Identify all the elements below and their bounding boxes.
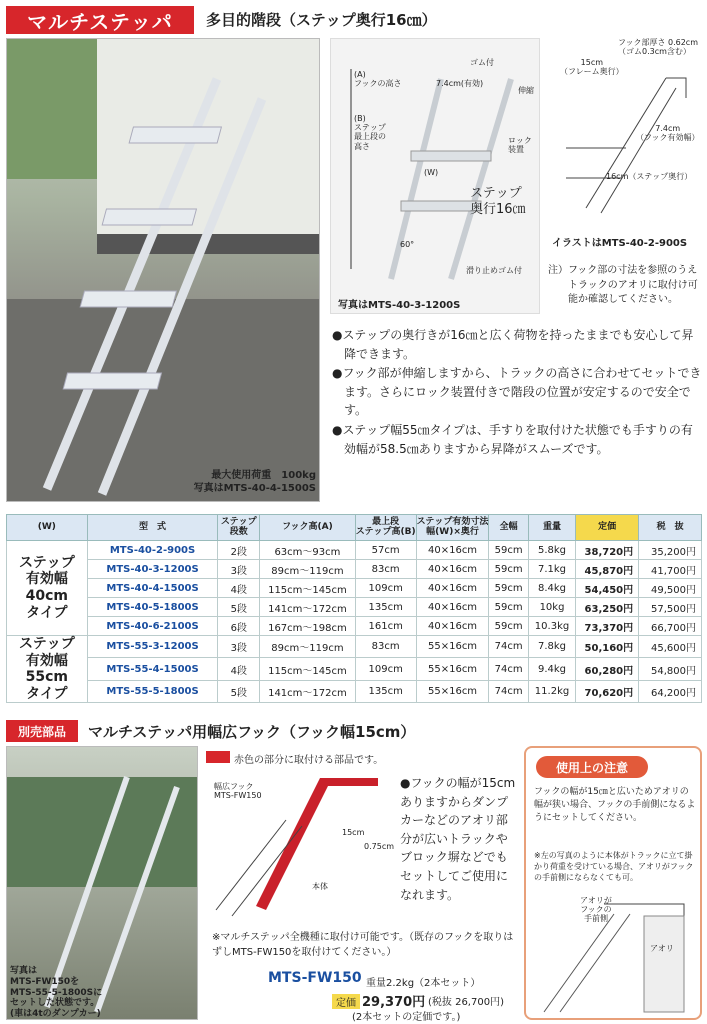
hook-height-cell: 115cm～145cm xyxy=(260,658,356,680)
angle-label: 60° xyxy=(400,240,415,249)
hook-thickness-label: フック部厚さ 0.62cm （ゴム0.3cm含む） xyxy=(618,38,698,57)
step-size-cell: 55×16cm xyxy=(416,680,489,702)
col-weight: 重量 xyxy=(528,515,575,541)
steps-cell: 4段 xyxy=(218,658,260,680)
price-cell: 63,250円 xyxy=(576,598,639,617)
product-title: マルチステッパ xyxy=(6,6,194,34)
spec-table xyxy=(6,514,702,703)
price-cell: 54,450円 xyxy=(576,579,639,598)
weight-cell: 10.3kg xyxy=(528,617,575,636)
photo-model-caption: 写真はMTS-40-4-1500S xyxy=(193,482,316,494)
price-cell: 45,870円 xyxy=(576,560,639,579)
steps-cell: 3段 xyxy=(218,636,260,658)
illus1-caption: 写真はMTS-40-3-1200S xyxy=(338,300,461,311)
accessory-tag: 別売部品 xyxy=(6,720,78,742)
table-row xyxy=(7,680,702,702)
top-step-cell: 109cm xyxy=(355,579,416,598)
top-step-cell: 161cm xyxy=(355,617,416,636)
stepper-on-truck-illustration xyxy=(7,39,320,502)
model-cell: MTS-55-3-1200S xyxy=(87,636,218,658)
hook-description: ●フックの幅が15cmありますからダンプカーなどのアオリ部分が広いトラックやブロック塀などでもセットしてご使用になれます。 xyxy=(400,776,516,902)
tax-excl-cell: 35,200円 xyxy=(639,541,702,560)
steps-cell: 2段 xyxy=(218,541,260,560)
price-cell: 50,160円 xyxy=(576,636,639,658)
table-row xyxy=(7,598,702,617)
col-top-step: 最上段 ステップ高(B) xyxy=(355,515,416,541)
weight-cell: 5.8kg xyxy=(528,541,575,560)
price-label: 定価 xyxy=(332,994,360,1009)
caution-label-aori: アオリ xyxy=(650,944,674,953)
hook-height-cell: 63cm～93cm xyxy=(260,541,356,560)
red-part-note: 赤色の部分に取付ける部品です。 xyxy=(234,755,384,766)
step-size-cell: 40×16cm xyxy=(416,541,489,560)
label-b: (B) ステップ 最上段の 高さ xyxy=(354,114,386,151)
model-cell: MTS-55-5-1800S xyxy=(87,680,218,702)
rubber-label: ゴム付 xyxy=(470,58,494,67)
price-cell: 60,280円 xyxy=(576,658,639,680)
price-cell: 70,620円 xyxy=(576,680,639,702)
product-subtitle: 多目的階段（ステップ奥行16㎝） xyxy=(206,11,437,29)
model-cell: MTS-40-3-1200S xyxy=(87,560,218,579)
hook-height-cell: 167cm～198cm xyxy=(260,617,356,636)
step-size-cell: 40×16cm xyxy=(416,579,489,598)
step-size-cell: 55×16cm xyxy=(416,636,489,658)
accessory-model: MTS-FW150 xyxy=(268,970,362,986)
hook-height-cell: 89cm～119cm xyxy=(260,560,356,579)
steps-cell: 6段 xyxy=(218,617,260,636)
tax-excl-cell: 54,800円 xyxy=(639,658,702,680)
table-row xyxy=(7,636,702,658)
model-cell: MTS-55-4-1500S xyxy=(87,658,218,680)
fit-note: 注）フック部の寸法を参照のうえ トラックのアオリに取付け可 能か確認してください。 xyxy=(548,265,698,305)
width-cell: 59cm xyxy=(489,579,528,598)
steps-cell: 4段 xyxy=(218,579,260,598)
weight-cell: 7.8kg xyxy=(528,636,575,658)
model-cell: MTS-40-5-1800S xyxy=(87,598,218,617)
accessory-weight: 重量2.2kg（2本セット） xyxy=(366,978,481,989)
weight-cell: 8.4kg xyxy=(528,579,575,598)
tax-excl-cell: 45,600円 xyxy=(639,636,702,658)
tax-excl-cell: 49,500円 xyxy=(639,579,702,598)
price-cell: 38,720円 xyxy=(576,541,639,560)
hook-height-cell: 141cm～172cm xyxy=(260,598,356,617)
w-label: (W) xyxy=(424,168,439,177)
width-cell: 59cm xyxy=(489,617,528,636)
col-hook-height: フック高(A) xyxy=(260,515,356,541)
type-group-cell: ステップ 有効幅 40cm タイプ xyxy=(7,541,88,636)
col-tax-excl: 税 抜 xyxy=(639,515,702,541)
tax-excl-cell: 64,200円 xyxy=(639,680,702,702)
price-cell: 73,370円 xyxy=(576,617,639,636)
step-size-cell: 40×16cm xyxy=(416,560,489,579)
top-step-cell: 83cm xyxy=(355,560,416,579)
width-cell: 59cm xyxy=(489,541,528,560)
steps-cell: 3段 xyxy=(218,560,260,579)
red-marker xyxy=(206,751,230,763)
weight-cell: 9.4kg xyxy=(528,658,575,680)
weight-cell: 7.1kg xyxy=(528,560,575,579)
width-cell: 74cm xyxy=(489,636,528,658)
hook-height-cell: 115cm～145cm xyxy=(260,579,356,598)
steps-cell: 5段 xyxy=(218,680,260,702)
set-price-note: (2本セットの定価です。) xyxy=(352,1012,461,1023)
table-row xyxy=(7,617,702,636)
caution-diagram xyxy=(534,894,694,1014)
col-model: 型 式 xyxy=(87,515,218,541)
caution-note: ※左の写真のように本体がトラックに立て掛かり荷重を受けている場合、アオリがフックの手前側にならなくても可。 xyxy=(534,851,694,883)
main-product-photo xyxy=(6,38,320,502)
width-cell: 59cm xyxy=(489,560,528,579)
table-row xyxy=(7,579,702,598)
model-cell: MTS-40-2-900S xyxy=(87,541,218,560)
feature-item: ●ステップの奥行きが16㎝と広く荷物を持ったままでも安心して昇降できます。 xyxy=(332,328,694,361)
dim-075cm: 0.75cm xyxy=(364,842,395,851)
accessory-tax-excl: (税抜 26,700円) xyxy=(428,997,504,1008)
weight-cell: 10kg xyxy=(528,598,575,617)
caution-diagram-svg xyxy=(534,894,694,1014)
step-size-cell: 40×16cm xyxy=(416,598,489,617)
col-w: (W) xyxy=(7,515,88,541)
step-depth-label: ステップ 奥行16㎝ xyxy=(470,186,526,217)
col-step-size: ステップ有効寸法 幅(W)×奥行 xyxy=(416,515,489,541)
tax-excl-cell: 41,700円 xyxy=(639,560,702,579)
extend-label: 伸縮 xyxy=(518,86,534,95)
step-size-cell: 40×16cm xyxy=(416,617,489,636)
illus2-caption: イラストはMTS-40-2-900S xyxy=(552,238,688,249)
top-step-cell: 109cm xyxy=(355,658,416,680)
col-width: 全幅 xyxy=(489,515,528,541)
table-row xyxy=(7,560,702,579)
spec-table-header xyxy=(7,515,702,541)
model-cell: MTS-40-4-1500S xyxy=(87,579,218,598)
tax-excl-cell: 66,700円 xyxy=(639,617,702,636)
accessory-title: マルチステッパ用幅広フック（フック幅15cm） xyxy=(88,723,416,741)
model-cell: MTS-40-6-2100S xyxy=(87,617,218,636)
width-cell: 74cm xyxy=(489,680,528,702)
table-row xyxy=(7,658,702,680)
body-label: 本体 xyxy=(312,882,328,891)
tax-excl-cell: 57,500円 xyxy=(639,598,702,617)
compat-note: ※マルチステッパ全機種に取付け可能です。（既存のフックを取りはずしMTS-FW150を取付けてください。） xyxy=(212,932,514,958)
type-group-cell: ステップ 有効幅 55cm タイプ xyxy=(7,636,88,703)
feature-item: ●ステップ幅55㎝タイプは、手すりを取付けた状態でも手すりの有効幅が58.5㎝ありますから昇降がスムーズです。 xyxy=(332,422,693,456)
dim-15cm: 15cm xyxy=(342,828,365,837)
feature-item: ●フック部が伸縮しますから、トラックの高さに合わせてセットできます。さらにロック装置付きで階段の位置が安定するので安全です。 xyxy=(332,366,702,418)
width-cell: 59cm xyxy=(489,598,528,617)
caution-tag: 使用上の注意 xyxy=(536,756,648,778)
spec-table-body xyxy=(7,541,702,703)
hook-width-label: 7.4cm(有効) xyxy=(436,79,484,88)
top-step-cell: 57cm xyxy=(355,541,416,560)
table-row xyxy=(7,541,702,560)
foot-rubber-label: 滑り止めゴム付 xyxy=(466,266,522,275)
col-price: 定価 xyxy=(576,515,639,541)
feature-list xyxy=(332,326,704,459)
step-depth-label-2: 16cm（ステップ奥行） xyxy=(606,172,693,181)
max-load-caption: 最大使用荷重 100kg xyxy=(211,470,316,481)
top-step-cell: 83cm xyxy=(355,636,416,658)
hook-height-cell: 89cm～119cm xyxy=(260,636,356,658)
accessory-photo-caption: 写真は MTS-FW150を MTS-55-5-1800Sに セットした状態です。 (車は4tのダンプカー) xyxy=(10,966,103,1020)
accessory-price: 29,370円 xyxy=(362,995,426,1010)
caution-text: フックの幅が15㎝と広いためアオリの幅が狭い場合、フックの手前側になるようにセットしてください。 xyxy=(534,787,696,824)
weight-cell: 11.2kg xyxy=(528,680,575,702)
steps-cell: 5段 xyxy=(218,598,260,617)
hook-height-cell: 141cm～172cm xyxy=(260,680,356,702)
col-steps: ステップ 段数 xyxy=(218,515,260,541)
step-size-cell: 55×16cm xyxy=(416,658,489,680)
width-cell: 74cm xyxy=(489,658,528,680)
top-step-cell: 135cm xyxy=(355,680,416,702)
top-step-cell: 135cm xyxy=(355,598,416,617)
caution-label-front: アオリが フックの 手前側 xyxy=(580,896,612,924)
wide-hook-label: 幅広フック MTS-FW150 xyxy=(214,782,262,801)
frame-depth-label: 15cm （フレーム奥行） xyxy=(560,58,624,77)
label-a: (A) フックの高さ xyxy=(354,70,402,89)
hook-effective-width-label: 7.4cm （フック有効幅） xyxy=(636,124,700,143)
lock-label: ロック 装置 xyxy=(508,136,532,155)
